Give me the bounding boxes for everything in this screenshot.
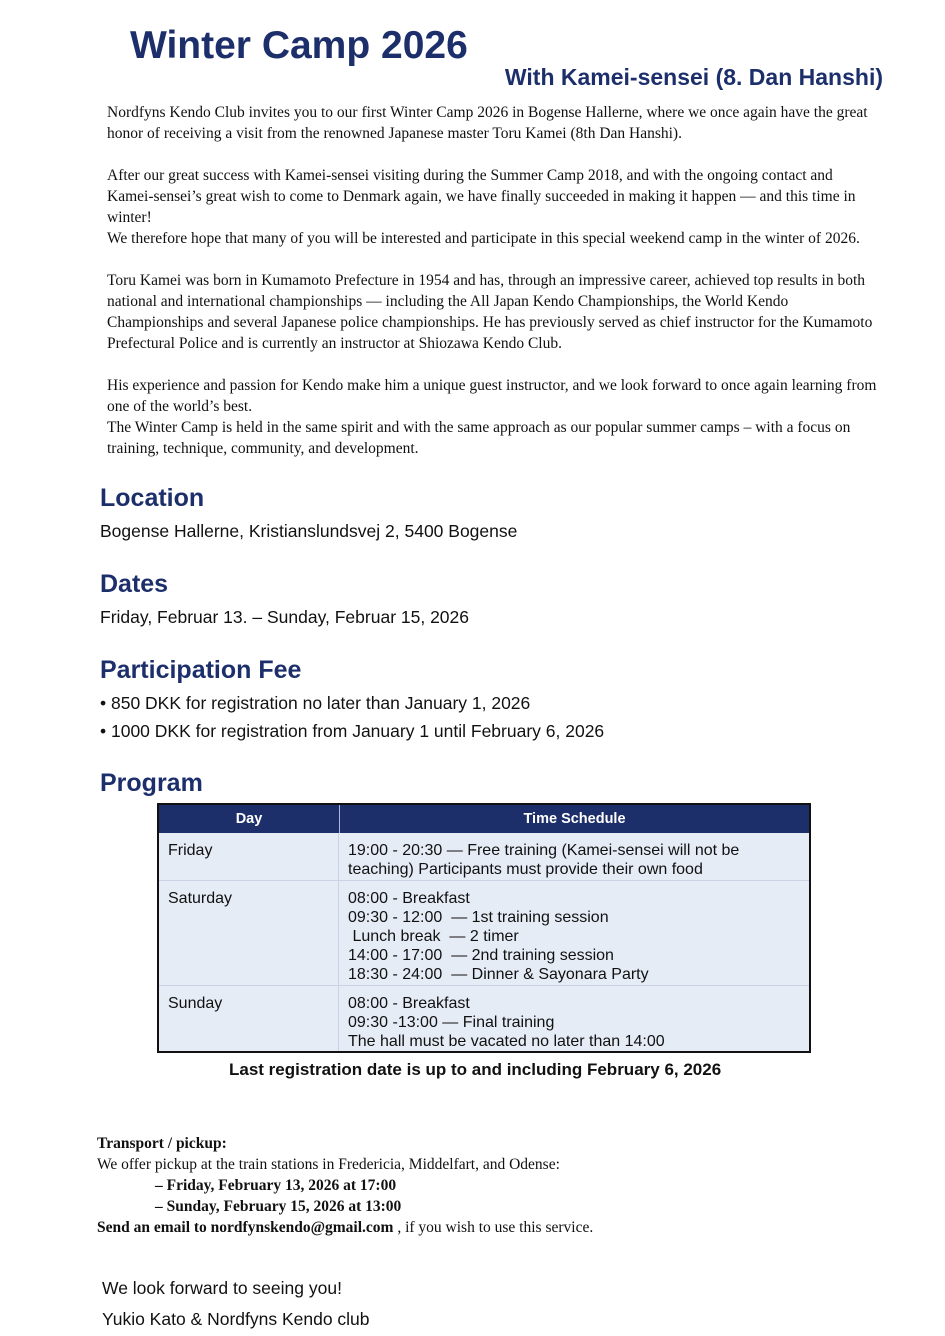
intro-paragraph: Toru Kamei was born in Kumamoto Prefecture in 1954 and has, through an impressive career, achieved top results in both national and international championships — including the All Japan Kendo Championships, the World Kendo Championships and several Japanese police championships. He has previously served as chief instructor for the Kumamoto Prefectural Police and is currently an instructor at Shiozawa Kendo Club.: [107, 272, 873, 352]
fee-heading: Participation Fee: [100, 656, 302, 684]
schedule-line: 08:00 - Breakfast: [348, 995, 470, 1012]
closing-line: We look forward to seeing you!: [102, 1278, 342, 1298]
fee-item: • 850 DKK for registration no later than January 1, 2026: [100, 693, 531, 713]
page-title: Winter Camp 2026: [130, 24, 468, 67]
intro-paragraph: After our great success with Kamei-sensei visiting during the Summer Camp 2018, and with the ongoing contact and Kamei-sensei’s great wish to come to Denmark again, we have finally succeeded in making it happen — and this time in winter!: [107, 167, 856, 226]
schedule-line: 14:00 - 17:00 — 2nd training session: [348, 947, 614, 964]
schedule-line: 08:00 - Breakfast: [348, 890, 470, 907]
intro-paragraph: Nordfyns Kendo Club invites you to our first Winter Camp 2026 in Bogense Hallerne, where we once again have the great honor of receiving a visit from the renowned Japanese master Toru Kamei (8th Dan Hanshi).: [107, 104, 868, 142]
fee-item: • 1000 DKK for registration from January 1 until February 6, 2026: [100, 721, 605, 741]
schedule-cell: [339, 833, 809, 880]
location-text: Bogense Hallerne, Kristianslundsvej 2, 5400 Bogense: [100, 521, 518, 541]
schedule-line: 09:30 - 12:00 — 1st training session: [348, 909, 609, 926]
day-cell: Sunday: [159, 986, 339, 1051]
closing: [102, 1273, 370, 1335]
column-header-day: Day: [159, 805, 340, 833]
intro-text: [107, 102, 877, 459]
signature: Yukio Kato & Nordfyns Kendo club: [102, 1309, 370, 1329]
schedule-line: Lunch break — 2 timer: [348, 928, 519, 945]
schedule-line: The hall must be vacated no later than 14:00: [348, 1033, 665, 1050]
email-suffix: , if you wish to use this service.: [393, 1219, 594, 1236]
program-table: [157, 803, 811, 1053]
intro-paragraph: His experience and passion for Kendo make him a unique guest instructor, and we look forward to once again learning from one of the world’s best.: [107, 377, 877, 415]
email-line: [97, 1217, 593, 1238]
last-registration-note: Last registration date is up to and including February 6, 2026: [229, 1060, 722, 1079]
intro-paragraph: We therefore hope that many of you will be interested and participate in this special weekend camp in the winter of 2026.: [107, 230, 860, 247]
day-cell: Friday: [159, 833, 339, 880]
schedule-line: 19:00 - 20:30 — Free training (Kamei-sensei will not be: [348, 842, 740, 859]
dates-heading: Dates: [100, 570, 169, 598]
pickup-time: – Sunday, February 15, 2026 at 13:00: [155, 1198, 402, 1215]
schedule-cell: [339, 986, 809, 1051]
schedule-line: 09:30 -13:00 — Final training: [348, 1014, 555, 1031]
transport-heading: Transport / pickup:: [97, 1135, 227, 1152]
transport-section: [97, 1133, 593, 1238]
dates-text: Friday, Februar 13. – Sunday, Februar 15, 2026: [100, 607, 470, 627]
table-row: [159, 833, 809, 880]
column-header-time-schedule: Time Schedule: [523, 811, 626, 827]
page-subtitle: With Kamei-sensei (8. Dan Hanshi): [504, 64, 883, 90]
table-row: [159, 985, 809, 1051]
table-header: [159, 805, 809, 833]
pickup-time: – Friday, February 13, 2026 at 17:00: [155, 1177, 397, 1194]
day-cell: Saturday: [159, 881, 339, 985]
transport-text: We offer pickup at the train stations in Fredericia, Middelfart, and Odense:: [97, 1156, 560, 1173]
intro-paragraph: The Winter Camp is held in the same spirit and with the same approach as our popular summer camps – with a focus on training, technique, community, and development.: [107, 419, 851, 457]
table-row: [159, 880, 809, 985]
location-heading: Location: [100, 484, 205, 512]
program-heading: Program: [100, 769, 203, 797]
schedule-line: 18:30 - 24:00 — Dinner & Sayonara Party: [348, 966, 649, 983]
schedule-line: teaching) Participants must provide their own food: [348, 861, 703, 878]
schedule-cell: [339, 881, 809, 985]
email-link[interactable]: Send an email to nordfynskendo@gmail.com: [97, 1219, 394, 1236]
